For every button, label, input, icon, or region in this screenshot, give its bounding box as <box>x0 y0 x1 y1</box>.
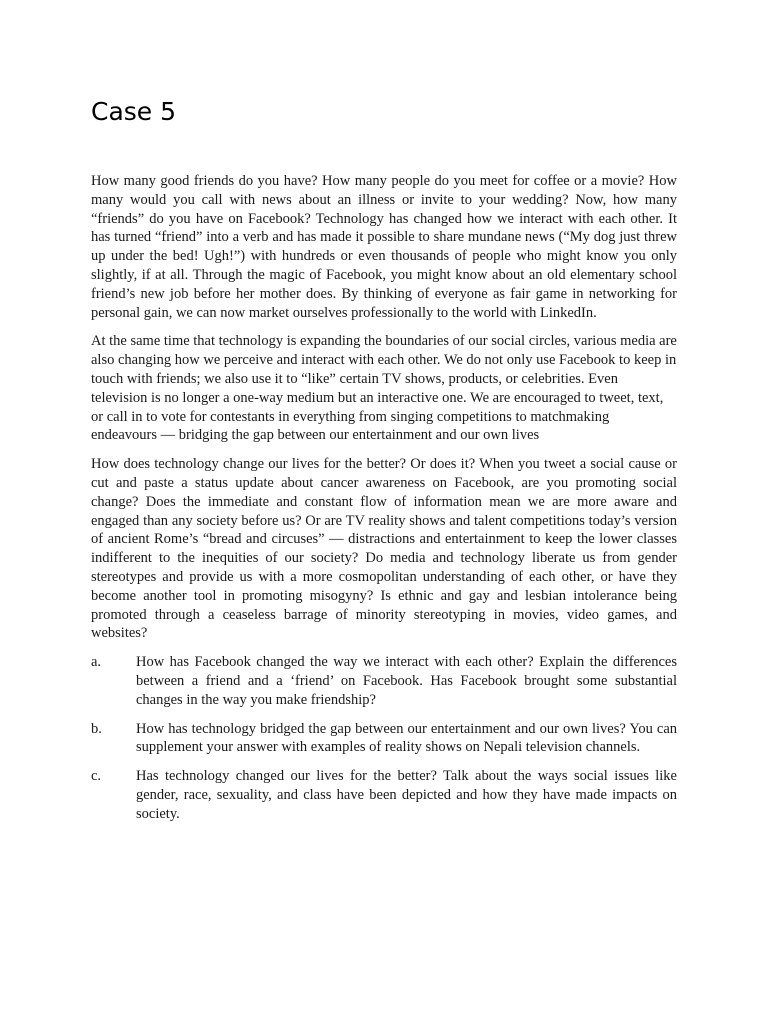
question-b-text: How has technology bridged the gap between our entertainment and our own lives? You can supplement your answer with examples of reality shows on Nepali television channels. <box>136 720 677 756</box>
page-title: Case 5 <box>91 97 177 126</box>
paragraph-2: At the same time that technology is expanding the boundaries of our social circles, various media are also changing how we perceive and interact with each other. We do not only use Facebook to keep in touch with friends; we also use it to “like” certain TV shows, products, or celebrities. Even television is no longer a one-way medium but an interactive one. We are encouraged to tweet, text, or call in to vote for contestants in everything from singing competitions to matchmaking endeavours — bridging the gap between our entertainment and our own lives <box>91 333 677 444</box>
question-b-label: b. <box>91 720 102 737</box>
question-a-label: a. <box>91 654 102 671</box>
paragraph-1: How many good friends do you have? How many people do you meet for coffee or a movie? How many would you call with news about an illness or invite to your wedding? Now, how many “friends” do you have on Facebook? Technology has changed how we interact with each other. It has turned “friend” into a verb and has made it possible to share mundane news (“My dog just threw up under the bed! Ugh!”) with hundreds or even thousands of people who might know you only slightly, if at all. Through the magic of Facebook, you might know about an old elementary school friend’s new job before her mother does. By thinking of everyone as fair game in networking for personal gain, we can now market ourselves professionally to the world with LinkedIn. <box>91 173 677 321</box>
question-c <box>91 767 677 823</box>
question-c-text: Has technology changed our lives for the better? Talk about the ways social issues like gender, race, sexuality, and class have been depicted and how they have made impacts on society. <box>136 768 677 822</box>
question-a <box>91 653 677 709</box>
question-c-label: c. <box>91 768 102 785</box>
question-b <box>91 720 677 758</box>
document-body <box>91 172 677 834</box>
question-a-text: How has Facebook changed the way we interact with each other? Explain the differences between a friend and a ‘friend’ on Facebook. Has Facebook brought some substantial changes in the way you make friendship? <box>136 654 677 708</box>
paragraph-3: How does technology change our lives for the better? Or does it? When you tweet a social cause or cut and paste a status update about cancer awareness on Facebook, are you promoting social change? Does the immediate and constant flow of information mean we are more aware and engaged than any society before us? Or are TV reality shows and talent competitions today’s version of ancient Rome’s “bread and circuses” — distractions and entertainment to keep the lower classes indifferent to the inequities of our society? Do media and technology liberate us from gender stereotypes and provide us with a more cosmopolitan understanding of each other, or have they become another tool in promoting misogyny? Is ethnic and gay and lesbian intolerance being promoted through a ceaseless barrage of minority stereotyping in movies, video games, and websites? <box>91 456 677 642</box>
